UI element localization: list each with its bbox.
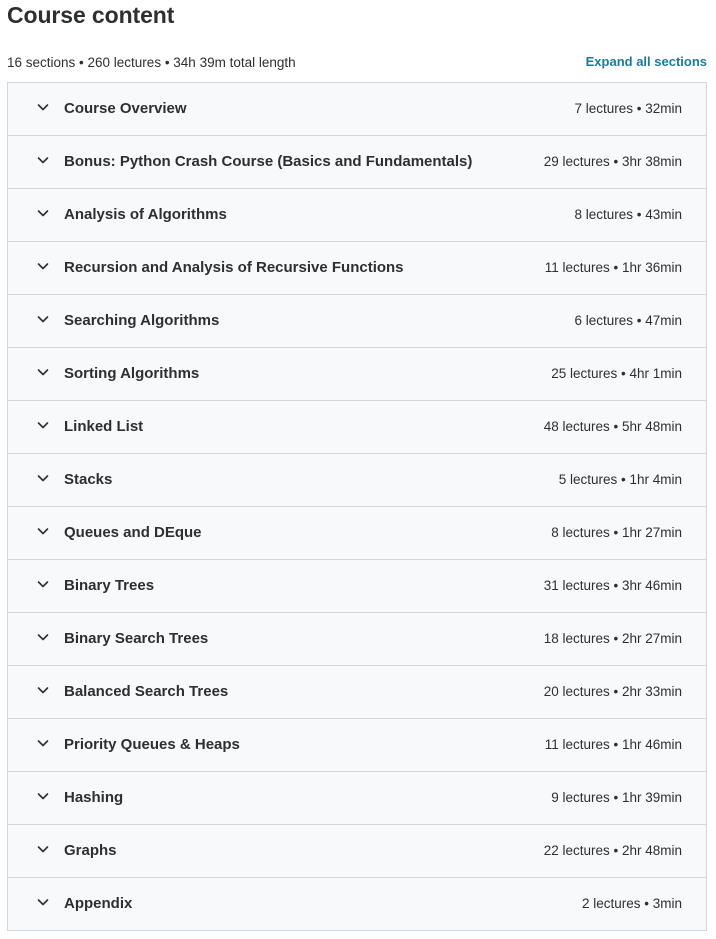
chevron-down-icon[interactable] xyxy=(37,578,49,590)
section-header-5[interactable] xyxy=(8,295,706,348)
section-header-10[interactable] xyxy=(8,560,706,613)
section-meta: 5 lectures • 1hr 4min xyxy=(558,472,682,487)
section-title: Stacks xyxy=(64,471,113,488)
section-title: Recursion and Analysis of Recursive Functions xyxy=(64,259,404,276)
section-header-13[interactable] xyxy=(8,719,706,772)
section-title: Linked List xyxy=(64,418,144,435)
chevron-down-icon[interactable] xyxy=(37,419,49,431)
expand-all-sections-button[interactable]: Expand all sections xyxy=(586,52,707,72)
section-title: Queues and DEque xyxy=(64,524,202,541)
section-meta: 48 lectures • 5hr 48min xyxy=(543,419,682,434)
chevron-down-icon[interactable] xyxy=(37,260,49,272)
section-meta: 11 lectures • 1hr 46min xyxy=(544,737,682,752)
section-title: Hashing xyxy=(64,789,124,806)
chevron-down-icon[interactable] xyxy=(37,366,49,378)
section-header-7[interactable] xyxy=(8,401,706,454)
chevron-down-icon[interactable] xyxy=(37,843,49,855)
section-meta: 31 lectures • 3hr 46min xyxy=(543,578,682,593)
chevron-down-icon[interactable] xyxy=(37,631,49,643)
section-title: Appendix xyxy=(64,895,133,912)
page-title: Course content xyxy=(7,2,175,28)
course-summary-row xyxy=(7,53,707,73)
section-meta: 8 lectures • 1hr 27min xyxy=(551,525,682,540)
section-title: Course Overview xyxy=(64,100,187,117)
section-meta: 8 lectures • 43min xyxy=(574,207,682,222)
section-title: Binary Search Trees xyxy=(64,630,209,647)
section-title: Graphs xyxy=(64,842,117,859)
course-summary: 16 sections • 260 lectures • 34h 39m total length xyxy=(7,55,296,70)
chevron-down-icon[interactable] xyxy=(37,101,49,113)
section-meta: 11 lectures • 1hr 36min xyxy=(544,260,682,275)
section-meta: 22 lectures • 2hr 48min xyxy=(543,843,682,858)
section-title: Sorting Algorithms xyxy=(64,365,200,382)
section-meta: 6 lectures • 47min xyxy=(574,313,682,328)
chevron-down-icon[interactable] xyxy=(37,684,49,696)
section-title: Analysis of Algorithms xyxy=(64,206,227,223)
chevron-down-icon[interactable] xyxy=(37,525,49,537)
chevron-down-icon[interactable] xyxy=(37,472,49,484)
chevron-down-icon[interactable] xyxy=(37,207,49,219)
section-header-9[interactable] xyxy=(8,507,706,560)
section-meta: 18 lectures • 2hr 27min xyxy=(543,631,682,646)
chevron-down-icon[interactable] xyxy=(37,790,49,802)
section-meta: 29 lectures • 3hr 38min xyxy=(543,154,682,169)
section-header-14[interactable] xyxy=(8,772,706,825)
section-header-6[interactable] xyxy=(8,348,706,401)
section-header-16[interactable] xyxy=(8,878,706,931)
section-title: Searching Algorithms xyxy=(64,312,220,329)
section-header-4[interactable] xyxy=(8,242,706,295)
section-title: Bonus: Python Crash Course (Basics and Fundamentals) xyxy=(64,153,473,170)
chevron-down-icon[interactable] xyxy=(37,896,49,908)
chevron-down-icon[interactable] xyxy=(37,154,49,166)
section-meta: 2 lectures • 3min xyxy=(581,896,682,911)
section-meta: 9 lectures • 1hr 39min xyxy=(551,790,682,805)
section-header-12[interactable] xyxy=(8,666,706,719)
section-header-2[interactable] xyxy=(8,136,706,189)
section-title: Balanced Search Trees xyxy=(64,683,229,700)
chevron-down-icon[interactable] xyxy=(37,313,49,325)
section-meta: 7 lectures • 32min xyxy=(574,101,682,116)
section-header-15[interactable] xyxy=(8,825,706,878)
section-title: Binary Trees xyxy=(64,577,155,594)
chevron-down-icon[interactable] xyxy=(37,737,49,749)
section-meta: 25 lectures • 4hr 1min xyxy=(551,366,682,381)
section-header-3[interactable] xyxy=(8,189,706,242)
section-header-1[interactable] xyxy=(8,83,706,136)
section-header-11[interactable] xyxy=(8,613,706,666)
section-meta: 20 lectures • 2hr 33min xyxy=(543,684,682,699)
section-title: Priority Queues & Heaps xyxy=(64,736,240,753)
section-header-8[interactable] xyxy=(8,454,706,507)
section-list xyxy=(7,82,707,931)
